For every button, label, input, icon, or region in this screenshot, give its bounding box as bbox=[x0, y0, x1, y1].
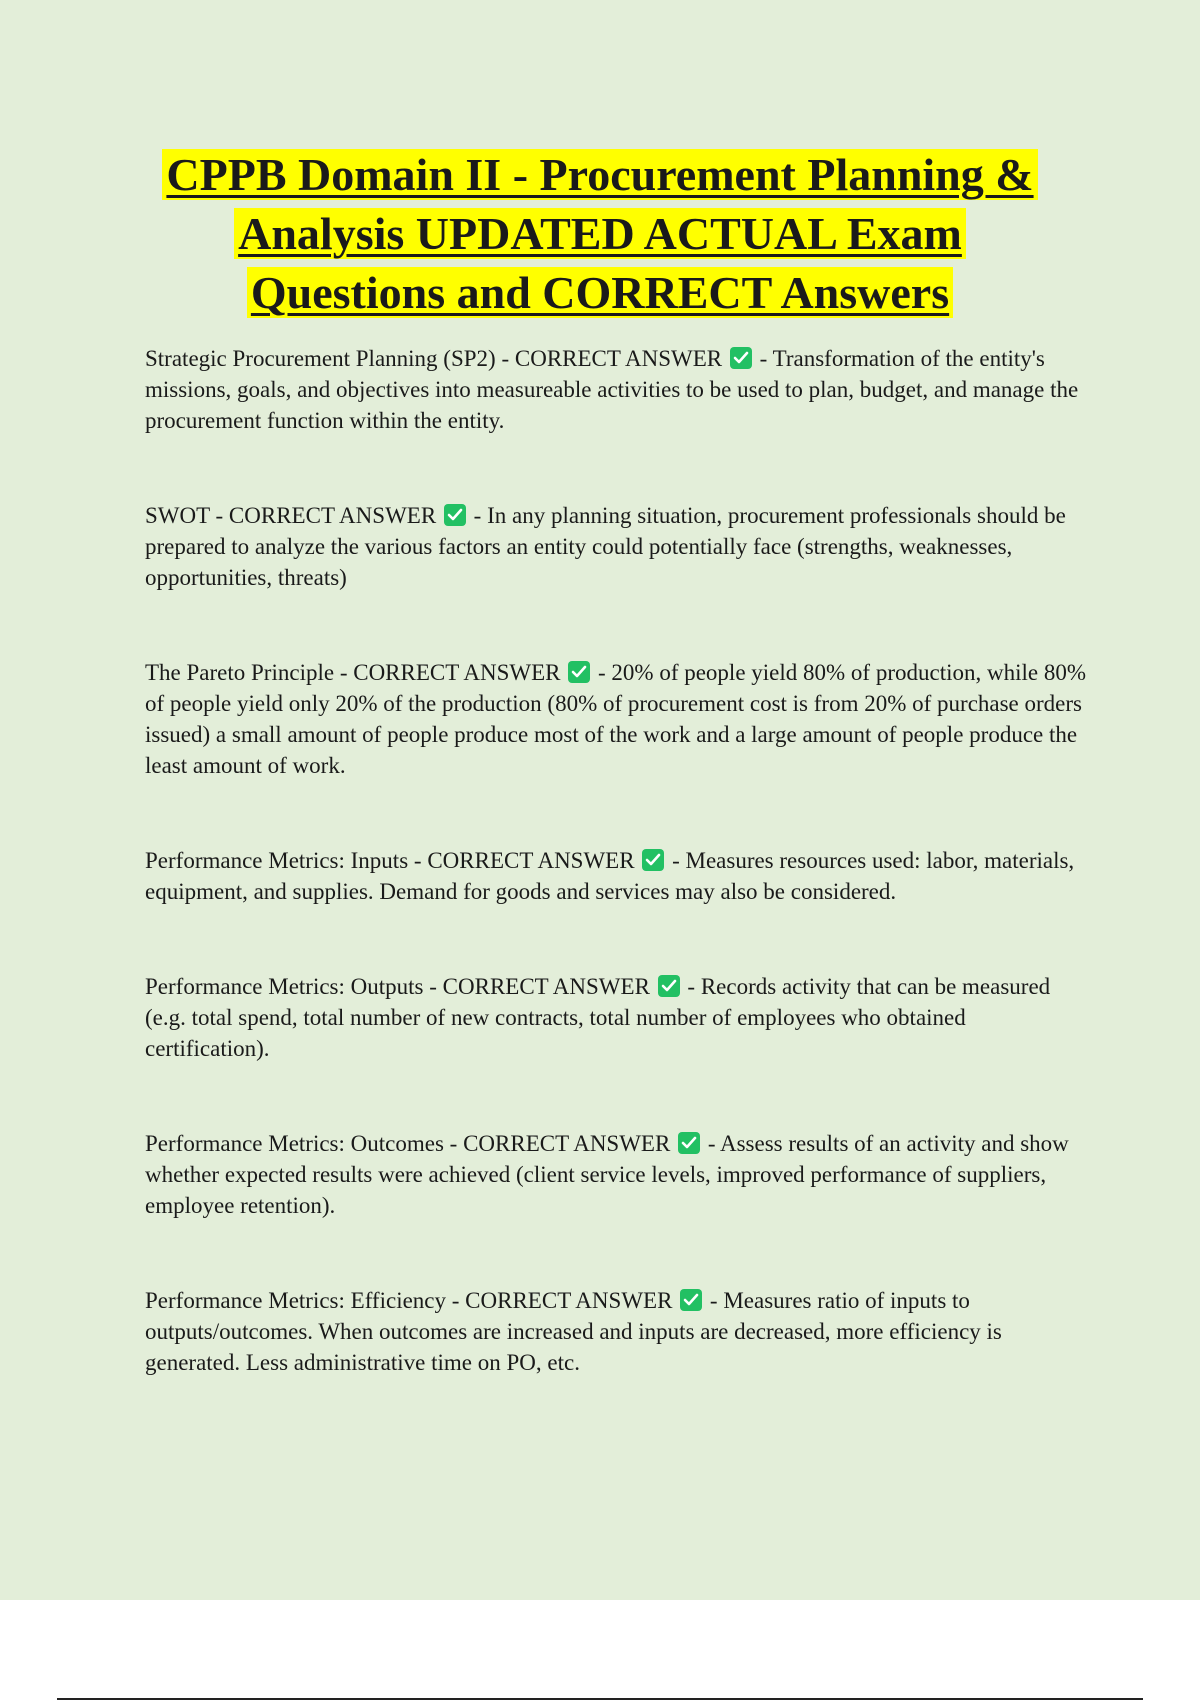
qa-list bbox=[145, 343, 1095, 1442]
answer-marker: CORRECT ANSWER bbox=[463, 1131, 671, 1156]
qa-entry: Performance Metrics: Outcomes - CORRECT ANSWER - Assess results of an activity and show whether expected results were achieved (client service levels, improved performance of suppliers, employee retention). bbox=[145, 1131, 1069, 1218]
check-mark-icon bbox=[658, 975, 680, 997]
answer-marker: CORRECT ANSWER bbox=[514, 346, 723, 371]
entry-term: Performance Metrics: Outputs bbox=[145, 974, 424, 999]
check-mark-icon bbox=[680, 1289, 702, 1311]
entry-definition: Assess results of an activity and show whether expected results were achieved (client service levels, improved performance of suppliers, employee retention). bbox=[145, 1131, 1069, 1218]
entry-term: Performance Metrics: Efficiency bbox=[145, 1288, 446, 1313]
qa-entry: The Pareto Principle - CORRECT ANSWER - 20% of people yield 80% of production, while 80% of people yield only 20% of the production (80% of procurement cost is from 20% of purchase orders issued) a small amount of people produce most of the work and a large amount of people produce the least amount of work. bbox=[145, 660, 1086, 778]
answer-marker: CORRECT ANSWER bbox=[353, 660, 561, 685]
qa-entry: Performance Metrics: Outputs - CORRECT ANSWER - Records activity that can be measured (e.g. total spend, total number of new contracts, total number of employees who obtained certification). bbox=[145, 974, 1051, 1061]
answer-marker: CORRECT ANSWER bbox=[442, 974, 650, 999]
entry-definition: Transformation of the entity's missions, goals, and objectives into measureable activities to be used to plan, budget, and manage the procurement function within the entity. bbox=[145, 346, 1079, 433]
qa-entry: Performance Metrics: Inputs - CORRECT ANSWER - Measures resources used: labor, materials, equipment, and supplies. Demand for goods and services may also be considered. bbox=[145, 848, 1075, 904]
document-title bbox=[100, 145, 1100, 322]
answer-marker: CORRECT ANSWER bbox=[228, 503, 437, 528]
check-mark-icon bbox=[730, 347, 752, 369]
check-mark-icon bbox=[568, 661, 590, 683]
entry-term: Performance Metrics: Inputs bbox=[145, 848, 409, 873]
qa-entry: SWOT - CORRECT ANSWER - In any planning situation, procurement professionals should be prepared to analyze the various factors an entity could potentially face (strengths, weaknesses, opportunities, threats) bbox=[145, 503, 1066, 590]
entry-definition: 20% of people yield 80% of production, while 80% of people yield only 20% of the production (80% of procurement cost is from 20% of purchase orders issued) a small amount of people produce most of the work and a large amount of people produce the least amount of work. bbox=[145, 660, 1086, 778]
qa-entry: Performance Metrics: Efficiency - CORRECT ANSWER - Measures ratio of inputs to outputs/outcomes. When outcomes are increased and inputs are decreased, more efficiency is generated. Less administrative time on PO, etc. bbox=[145, 1288, 1002, 1375]
check-mark-icon bbox=[678, 1132, 700, 1154]
entry-definition: In any planning situation, procurement professionals should be prepared to analyze the various factors an entity could potentially face (strengths, weaknesses, opportunities, threats) bbox=[145, 503, 1066, 590]
check-mark-icon bbox=[444, 504, 466, 526]
title-line: CPPB Domain II - Procurement Planning & bbox=[162, 149, 1037, 200]
answer-marker: CORRECT ANSWER bbox=[465, 1288, 673, 1313]
answer-marker: CORRECT ANSWER bbox=[427, 848, 635, 873]
entry-definition: Records activity that can be measured (e.g. total spend, total number of new contracts, total number of employees who obtained certification). bbox=[145, 974, 1051, 1061]
qa-entry: Strategic Procurement Planning (SP2) - CORRECT ANSWER - Transformation of the entity's missions, goals, and objectives into measureable activities to be used to plan, budget, and manage the procurement function within the entity. bbox=[145, 346, 1079, 433]
title-line: Analysis UPDATED ACTUAL Exam bbox=[234, 208, 966, 259]
entry-term: SWOT bbox=[145, 503, 210, 528]
entry-definition: Measures resources used: labor, materials, equipment, and supplies. Demand for goods and services may also be considered. bbox=[145, 848, 1075, 904]
check-mark-icon bbox=[642, 849, 664, 871]
entry-term: The Pareto Principle bbox=[145, 660, 335, 685]
entry-term: Strategic Procurement Planning (SP2) bbox=[145, 346, 496, 371]
entry-definition: Measures ratio of inputs to outputs/outcomes. When outcomes are increased and inputs are decreased, more efficiency is generated. Less administrative time on PO, etc. bbox=[145, 1288, 1002, 1375]
title-line: Questions and CORRECT Answers bbox=[247, 267, 953, 318]
entry-term: Performance Metrics: Outcomes bbox=[145, 1131, 444, 1156]
